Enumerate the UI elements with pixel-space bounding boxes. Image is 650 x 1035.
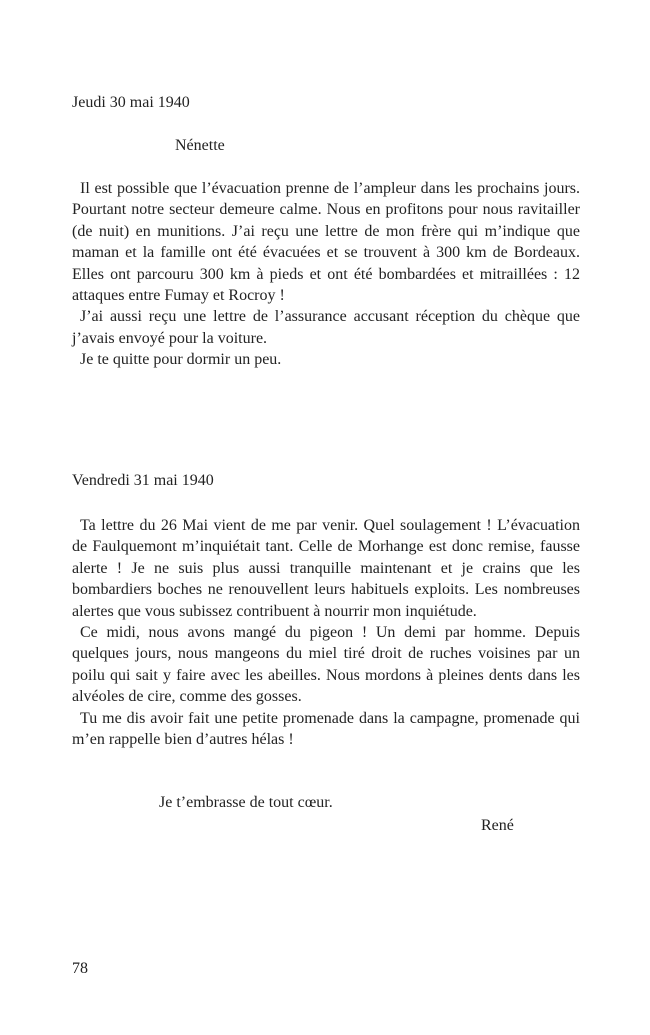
salutation: Nénette — [175, 137, 225, 154]
entry-date-2: Vendredi 31 mai 1940 — [72, 472, 214, 489]
paragraph: Il est possible que l’évacuation prenne de l’ampleur dans les prochains jours. Pourtant notre secteur demeure calme. Nous en profitons pour nous ravitailler (de nuit) en munitions. J’ai reçu une lettre de mon frère qui m’indique que maman et la famille ont été évacuées et se trouvent à 300 km de Bordeaux. Elles ont parcouru 300 km à pieds et ont été bombardées et mitraillées : 12 attaques entre Fumay et Rocroy ! — [72, 180, 580, 305]
book-page — [72, 0, 580, 1035]
entry-body-2 — [72, 515, 580, 750]
paragraph: J’ai aussi reçu une lettre de l’assurance accusant réception du chèque que j’avais envoyé pour la voiture. — [72, 308, 580, 347]
paragraph: Tu me dis avoir fait une petite promenade dans la campagne, promenade qui m’en rappelle bien d’autres hélas ! — [72, 709, 580, 749]
closing-line: Je t’embrasse de tout cœur. — [159, 794, 333, 811]
page-number: 78 — [72, 960, 88, 977]
signature: René — [481, 817, 514, 834]
paragraph: Ce midi, nous avons mangé du pigeon ! Un demi par homme. Depuis quelques jours, nous mangeons du miel tiré droit de ruches voisines par un poilu qui sait y faire avec les abeilles. Nous mordons à pleines dents dans les alvéoles de cire, comme des gosses. — [72, 624, 580, 706]
entry-body-1 — [72, 178, 580, 371]
paragraph: Ta lettre du 26 Mai vient de me par venir. Quel soulagement ! L’évacuation de Faulquemont m’inquiétait tant. Celle de Morhange est donc remise, fausse alerte ! Je ne suis plus aussi tranquille maintenant et je crains que les bombardiers boches ne renouvellent leurs habituels exploits. Les nombreuses alertes que vous subissez contribuent à nourrir mon inquiétude. — [72, 517, 580, 620]
paragraph: Je te quitte pour dormir un peu. — [80, 351, 282, 369]
entry-date-1: Jeudi 30 mai 1940 — [72, 94, 190, 111]
